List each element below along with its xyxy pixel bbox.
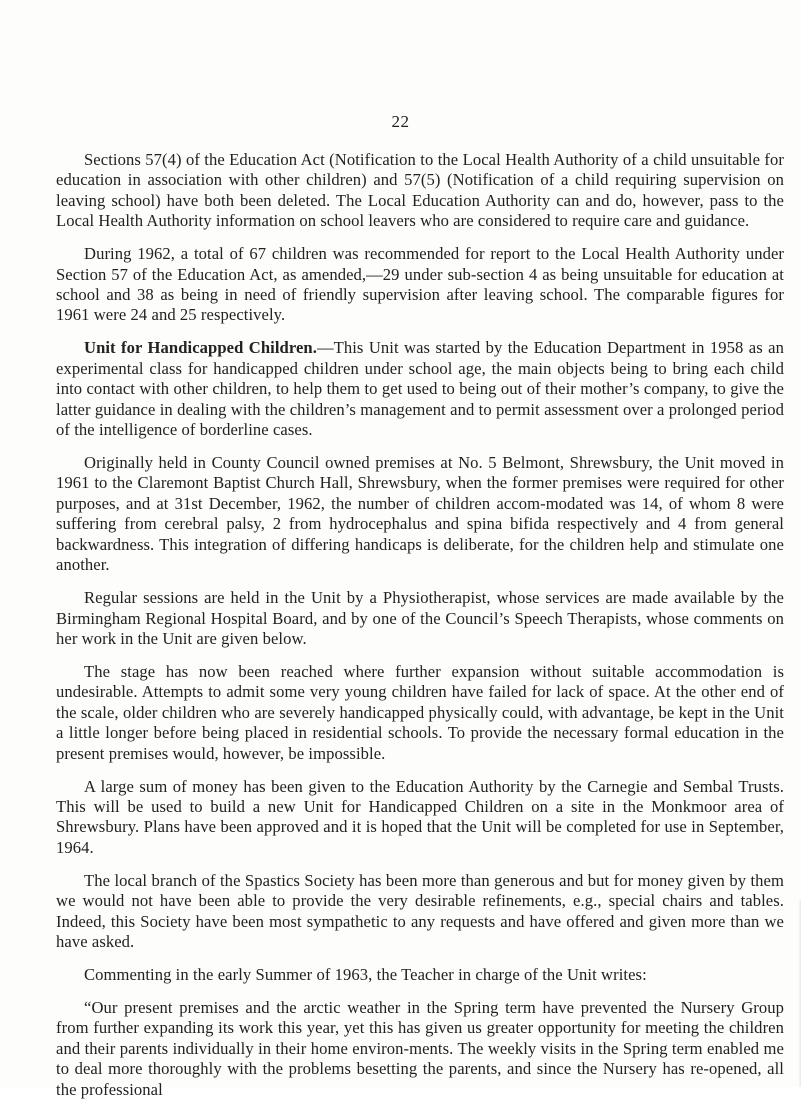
paragraph-commenting: Commenting in the early Summer of 1963, the Teacher in charge of the Unit writes: xyxy=(84,964,647,984)
page-number: 22 xyxy=(391,112,410,131)
paragraph-unit-for-handicapped xyxy=(56,338,784,440)
paragraph-regular-sessions: Regular sessions are held in the Unit by a Physiotherapist, whose services are made available by the Birmingham Regional Hospital Board, and by one of the Council’s Speech Therapists, whose comments on her work in the Unit are given below. xyxy=(56,588,784,648)
paragraph-during-1962: During 1962, a total of 67 children was recommended for report to the Local Health Authority under Section 57 of the Education Act, as amended,—29 under sub-section 4 as being unsuitable for education at school and 38 as being in need of friendly supervision after leaving school. The comparable figures for 1961 were 24 and 25 respectively. xyxy=(56,244,784,325)
paragraph-originally-held: Originally held in County Council owned premises at No. 5 Belmont, Shrewsbury, the Unit moved in 1961 to the Claremont Baptist Church Hall, Shrewsbury, when the former premises were required for other purposes, and at 31st December, 1962, the number of children accom-modated was 14, of whom 8 were suffering from cerebral palsy, 2 from hydrocephalus and spina bifida respectively and 4 from general backwardness. This integration of differing handicaps is deliberate, for the children help and stimulate one another. xyxy=(56,453,784,575)
body-text xyxy=(56,150,784,1113)
paragraph-stage-reached: The stage has now been reached where further expansion without suitable accommodation is undesirable. Attempts to admit some very young children have failed for lack of space. At the other end of the scale, older children who are severely handicapped physically could, with advantage, be kept in the Unit a little longer before being placed in residential schools. To provide the necessary formal education in the present premises would, however, be impossible. xyxy=(56,661,784,763)
paragraph-sections-57: Sections 57(4) of the Education Act (Notification to the Local Health Authority of a child unsuitable for education in association with other children) and 57(5) (Notification of a child requiring supervision on leaving school) have both been deleted. The Local Education Authority can and do, however, pass to the Local Health Authority information on school leavers who are considered to require care and guidance. xyxy=(56,150,784,231)
paragraph-text: —This Unit was started by the Education Department in 1958 as an experimental class for handicapped children under school age, the main objects being to bring each child into contact with other children, to help them to get used to being out of their mother’s company, to give the latter guidance in dealing with the children’s management and to permit assessment over a prolonged period of the intelligence of borderline cases. xyxy=(56,338,784,440)
paragraph-large-sum: A large sum of money has been given to the Education Authority by the Carnegie and Sembal Trusts. This will be used to build a new Unit for Handicapped Children on a site in the Monkmoor area of Shrewsbury. Plans have been approved and it is hoped that the Unit will be completed for use in September, 1964. xyxy=(56,776,784,857)
paragraph-spastics-society: The local branch of the Spastics Society has been more than generous and but for money given by them we would not have been able to provide the very desirable refinements, e.g., special chairs and tables. Indeed, this Society have been most sympathetic to any requests and have offered and given more than we have asked. xyxy=(56,870,784,951)
paragraph-teacher-quote: “Our present premises and the arctic weather in the Spring term have prevented the Nursery Group from further expanding its work this year, yet this has given us greater opportunity for meeting the children and their parents individually in their home environ-ments. The weekly visits in the Spring term enabled me to deal more thoroughly with the problems besetting the parents, and since the Nursery has re-opened, all the professional xyxy=(56,997,784,1099)
section-heading: Unit for Handicapped Children. xyxy=(84,338,317,358)
